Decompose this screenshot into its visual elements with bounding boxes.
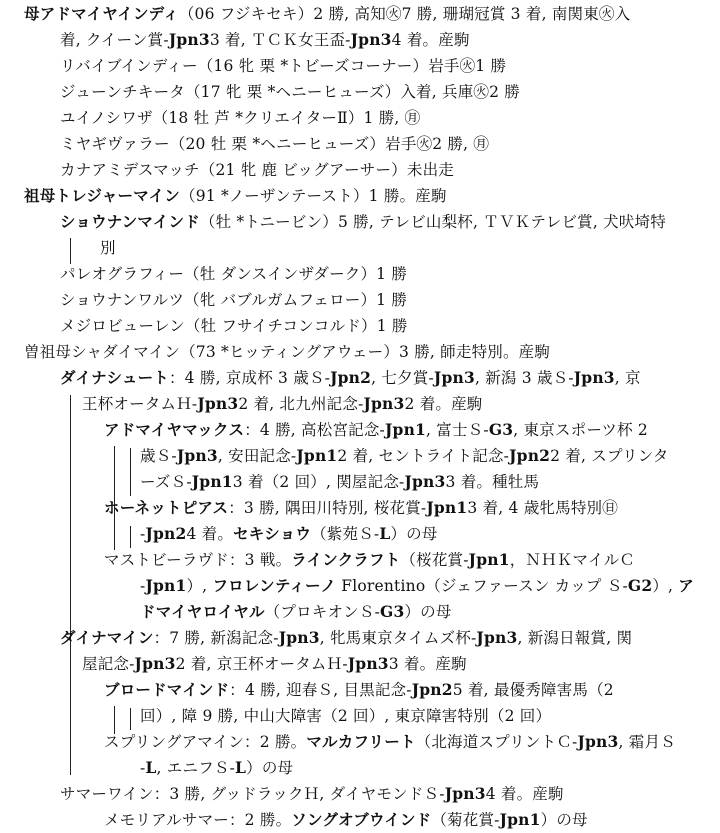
text-segment: 3 着（2 回）, 関屋記念- [232,473,405,491]
text-segment: カナアミデスマッチ（21 牝 鹿 ビッグアーサー）未出走 [60,161,454,179]
horse-name: ダイナマイン [60,629,154,647]
grade-label: Jpn3 [363,394,405,413]
text-segment: ーズＳ- [140,473,192,491]
text-segment: 4 着。産駒 [391,31,470,49]
text-segment: ，ＮＨＫマイルＣ [509,551,635,569]
grade-label: Jpn2 [145,524,187,543]
text-segment: , 霜月Ｓ [618,733,676,751]
text-segment: ：4 勝, 迎春Ｓ, 目黒記念- [229,681,412,699]
text-segment: 曽祖母シャダイマイン（73 *ヒッティングアウェー）3 勝, 師走特別。産駒 [24,343,551,361]
grade-label: Jpn3 [278,628,320,647]
horse-name: ショウナンマインド [60,213,200,231]
grade-label: Jpn3 [176,446,218,465]
grade-label: Jpn1 [499,810,541,829]
tree-line-hornet-pierce [130,526,131,548]
text-segment: , 七夕賞- [371,369,434,387]
text-segment: 4 着。産駒 [485,785,564,803]
text-segment: スプリングアマイン：2 勝。 [104,733,307,751]
text-line [104,495,618,521]
text-line [104,547,635,573]
text-segment: 3 着。産駒 [388,655,467,673]
text-segment: メジロビューレン（牡 フサイチコンコルド）1 勝 [60,317,408,335]
text-segment: , エニフＳ- [156,759,236,777]
grade-label: Jpn3 [476,628,518,647]
grade-label: Jpn3 [168,30,210,49]
text-line [60,105,420,131]
text-segment: ）, [652,577,679,595]
text-segment: 3 着。種牡馬 [445,473,540,491]
text-segment: （06 フジキセキ）2 勝, 高知㊋7 勝, 珊瑚冠賞 3 着, 南関東㊋入 [178,5,631,23]
horse-name: アドマイヤマックス [104,421,245,439]
text-line [140,599,452,625]
text-segment: ジューンチキータ（17 牝 栗 *ヘニーヒューズ）入着, 兵庫㊋2 勝 [60,83,521,101]
text-segment: - [140,759,146,777]
text-segment: （紫苑Ｓ- [311,525,380,543]
text-segment: 2 着, 北九州記念- [238,395,364,413]
text-line [140,755,293,781]
text-line [104,677,614,703]
grade-label: Jpn3 [404,472,446,491]
text-segment: , 富士Ｓ- [426,421,489,439]
text-line [24,339,550,365]
text-segment: 王杯オータムＨ- [82,395,198,413]
grade-label: G2 [627,576,653,595]
text-segment: ：4 勝, 京成杯 3 歳Ｓ- [168,369,331,387]
grade-label: Jpn3 [444,784,486,803]
text-line [60,157,454,183]
grade-label: Jpn3 [573,368,615,387]
tree-line-broad-mind [130,708,131,730]
text-line [104,807,588,833]
text-line [140,573,694,599]
text-segment: 回）, 障 9 勝, 中山大障害（2 回）, 東京障害特別（2 回） [140,707,552,725]
text-line [60,131,489,157]
text-segment: 4 着。 [186,525,234,543]
text-line [60,27,470,53]
horse-name: マルカフリート [306,733,416,751]
text-segment: メモリアルサマー：2 勝。 [104,811,292,829]
grade-label: Jpn1 [145,576,187,595]
text-segment: , 新潟日報賞, 関 [517,629,633,647]
text-segment: ：3 勝, 隅田川特別, 桜花賞- [228,499,427,517]
horse-name: 母アドマイヤインディ [24,5,179,23]
grade-label: Jpn3 [197,394,239,413]
text-line [60,313,408,339]
text-segment: Florentino（ジェファースン カップ Ｓ- [336,577,628,595]
grade-label: L [379,524,391,543]
text-line [60,261,407,287]
text-line [60,625,632,651]
text-segment: 歳Ｓ- [140,447,177,465]
text-line [100,235,116,261]
grade-label: G3 [380,602,405,621]
grade-label: Jpn1 [468,550,510,569]
text-segment: （菊花賞- [431,811,500,829]
text-line [60,287,407,313]
text-segment: ）の母 [390,525,438,543]
text-segment: パレオグラフィー（牡 ダンスインザダーク）1 勝 [60,265,408,283]
text-line [60,209,666,235]
text-segment: 着, クイーン賞- [60,31,169,49]
text-line [24,1,630,27]
text-segment: 3 着, ＴＣＫ女王盃- [209,31,351,49]
text-segment: サマーワイン：3 勝, グッドラックＨ, ダイヤモンドＳ- [60,785,445,803]
grade-label: Jpn2 [330,368,372,387]
grade-label: Jpn3 [577,732,619,751]
text-line [140,443,669,469]
horse-name: ダイナシュート [60,369,169,387]
grade-label: Jpn3 [134,654,176,673]
text-segment: 2 着。産駒 [404,395,483,413]
text-segment: 2 着, 京王杯オータムＨ- [175,655,348,673]
text-segment: ）の母 [246,759,294,777]
grade-label: Jpn3 [433,368,475,387]
grade-label: Jpn1 [426,498,468,517]
text-segment: - [140,577,146,595]
horse-name: ラインクラフト [291,551,401,569]
text-segment: , 東京スポーツ杯 2 [513,421,648,439]
text-segment: 屋記念- [82,655,135,673]
grade-label: Jpn1 [191,472,233,491]
horse-name: フロレンティーノ [212,577,337,595]
text-segment: （桜花賞- [400,551,469,569]
text-segment: , 京 [614,369,641,387]
text-segment: ）の母 [540,811,588,829]
text-segment: ：4 勝, 高松宮記念- [244,421,385,439]
text-segment: マストビーラヴド：3 戦。 [104,551,292,569]
text-line [104,729,676,755]
horse-name: ホーネットピアス [104,499,229,517]
horse-name: ア [678,577,694,595]
text-segment: リバイブインディー（16 牝 栗 *トビーズコーナー）岩手㊋1 勝 [60,57,507,75]
grade-label: Jpn1 [296,446,338,465]
text-segment: , 安田記念- [217,447,297,465]
text-line [60,365,641,391]
text-segment: ）の母 [404,603,452,621]
text-line [104,417,648,443]
text-line [82,651,467,677]
text-segment: ショウナンワルツ（牝 バブルガムフェロー）1 勝 [60,291,408,309]
text-line [140,703,551,729]
tree-line-shadai-mine [70,395,71,775]
text-segment: ）, [186,577,213,595]
text-segment: ミヤギヴァラー（20 牡 栗 *ヘニーヒューズ）岩手㊋2 勝, ㊊ [60,135,490,153]
grade-label: G3 [488,420,514,439]
text-segment: （91 *ノーザンテースト）1 勝。産駒 [180,187,447,205]
text-segment: - [140,525,146,543]
text-segment: ：7 勝, 新潟記念- [153,629,279,647]
grade-label: Jpn3 [347,654,389,673]
grade-label: L [145,758,157,777]
text-segment: , 新潟 3 歳Ｓ- [474,369,574,387]
horse-name: 祖母トレジャーマイン [24,187,180,205]
text-line [140,521,438,547]
horse-name: セキショウ [233,525,312,543]
text-segment: 2 着, セントライト記念- [337,447,510,465]
text-line [140,469,539,495]
grade-label: Jpn2 [411,680,453,699]
grade-label: Jpn1 [385,420,427,439]
text-segment: （プロキオンＳ- [264,603,381,621]
horse-name: ソングオブウインド [291,811,432,829]
text-line [82,391,483,417]
text-segment: 2 着, スプリンタ [550,447,669,465]
text-segment: （牡 *トニービン）5 勝, テレビ山梨杯, ＴＶＫテレビ賞, 犬吠埼特 [199,213,666,231]
grade-label: Jpn3 [350,30,392,49]
text-segment: 3 着, 4 歳牝馬特別㊐ [467,499,618,517]
text-line [60,53,506,79]
tree-line-admire-max [130,448,131,496]
text-segment: （北海道スプリントＣ- [415,733,578,751]
text-segment: ユイノシワザ（18 牡 芦 *クリエイターⅡ）1 勝, ㊊ [60,109,421,127]
text-segment: , 牝馬東京タイムズ杯- [319,629,477,647]
text-line [24,183,447,209]
horse-name: ブロードマインド [104,681,230,699]
grade-label: L [235,758,247,777]
text-line [60,781,564,807]
grade-label: Jpn2 [509,446,551,465]
text-segment: 別 [100,239,116,257]
text-line [60,79,520,105]
text-segment: 5 着, 最優秀障害馬（2 [452,681,614,699]
horse-name: ドマイヤロイヤル [140,603,265,621]
